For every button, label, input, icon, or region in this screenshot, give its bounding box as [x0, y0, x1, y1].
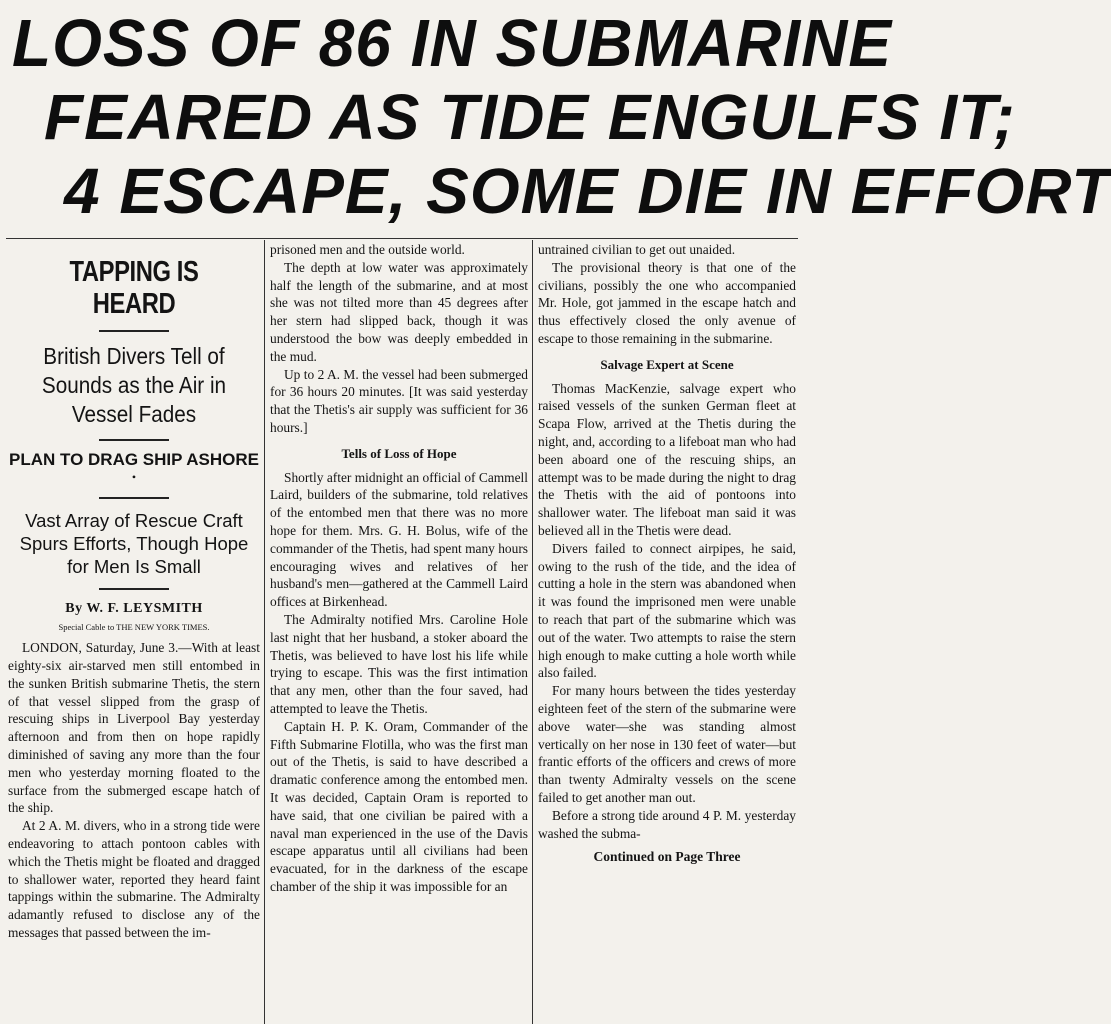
- column-rule-2: [532, 240, 533, 1024]
- paragraph: Before a strong tide around 4 P. M. yesterday washed the subma-: [538, 807, 796, 841]
- headline-line-2: FEARED AS TIDE ENGULFS IT;: [44, 81, 1016, 153]
- deck-rule: [99, 330, 169, 332]
- paragraph: The depth at low water was approximately half the length of the submarine, and at most she was not tilted more than 45 degrees after her stern had slipped back, though it was understood the bow was deeply embedded in the mud.: [270, 259, 528, 364]
- byline: By W. F. LEYSMITH: [65, 600, 203, 616]
- headline-divider: [6, 238, 798, 239]
- subhead-tells-of-loss-of-hope: Tells of Loss of Hope: [341, 445, 457, 461]
- deck-bullet: •: [131, 469, 137, 484]
- paragraph: For many hours between the tides yesterday eighteen feet of the stern of the submarine were above water—she was standing almost vertically on her nose in 130 feet of water—but frantic efforts of the officers and crews of more than twenty Admiralty vessels on the scene failed to get another man out.: [538, 683, 796, 805]
- headline: [0, 5, 1111, 228]
- paragraph: prisoned men and the outside world.: [270, 242, 465, 257]
- deck-tapping-is-heard: TAPPING IS HEARD: [69, 256, 199, 320]
- headline-line-3: 4 ESCAPE, SOME DIE IN EFFORT: [64, 155, 1111, 227]
- headline-line-1: LOSS OF 86 IN SUBMARINE: [12, 5, 892, 81]
- deck-rule: [99, 497, 169, 499]
- paragraph: Shortly after midnight an official of Cammell Laird, builders of the submarine, told relatives of the entombed men that there was no more hope for them. Mrs. G. H. Bolus, wife of the commander of the Thetis, had spent many hours encouraging wives and relatives of her husband's men—gathered at the Cammell Laird offices at Birkenhead.: [270, 469, 528, 610]
- column-3: [538, 241, 796, 866]
- paragraph: Thomas MacKenzie, salvage expert who raised vessels of the sunken German fleet at Scapa Flow, arrived at the Thetis during the night, and, according to a lifeboat man who had been aboard one of the rescuing ships, an attempt was to be made during the night to drag the Thetis with the aid of pontoons into shallower water. The lifeboat man said it was believed all in the Thetis were dead.: [538, 380, 796, 538]
- deck-rule: [99, 439, 169, 441]
- column-2: [270, 241, 528, 896]
- paragraph: Up to 2 A. M. the vessel had been submerged for 36 hours 20 minutes. [It was said yesterday that the Thetis's air supply was sufficient for 36 hours.]: [270, 366, 528, 435]
- paragraph: The Admiralty notified Mrs. Caroline Hole last night that her husband, a stoker aboard the Thetis, was believed to have lost his life while trying to escape. This was the first intimation that any men, other than the four saved, had attempted to leave the Thetis.: [270, 611, 528, 716]
- paragraph: Divers failed to connect airpipes, he said, owing to the rush of the tide, and the idea of cutting a hole in the stern was abandoned when it was found the imprisoned men were unable to reach that part of the submarine which was out of the water. Two attempts to raise the stern high enough to make cutting a hole worth while also failed.: [538, 540, 796, 681]
- deck-british-divers: British Divers Tell of Sounds as the Air in Vessel Fades: [41, 343, 227, 427]
- paragraph: At 2 A. M. divers, who in a strong tide were endeavoring to attach pontoon cables with which the Thetis might be floated and dragged to shallower water, reported they heard faint tappings within the submarine. The Admiralty adamantly refused to disclose any of the messages that passed between the im-: [8, 818, 260, 940]
- paragraph: Captain H. P. K. Oram, Commander of the Fifth Submarine Flotilla, who was the first man out of the Thetis, is said to have described a dramatic conference among the entombed men. It was decided, Captain Oram is reported to have said, that one civilian be paired with a naval man experienced in the use of the Davis escape apparatus until all civilians had been evacuated, for in the darkness of the escape chamber of the ship it was impossible for an: [270, 718, 528, 894]
- deck-rule: [99, 588, 169, 590]
- deck-plan-to-drag: PLAN TO DRAG SHIP ASHORE: [9, 450, 259, 469]
- paragraph: The provisional theory is that one of the civilians, possibly the one who accompanied Mr. Hole, got jammed in the escape hatch and thus effectively closed the only avenue of escape to those remaining in the submarine.: [538, 259, 796, 346]
- special-cable-credit: Special Cable to THE NEW YORK TIMES.: [58, 622, 210, 633]
- continued-on-page-three[interactable]: Continued on Page Three: [593, 849, 741, 865]
- subhead-salvage-expert: Salvage Expert at Scene: [600, 356, 734, 372]
- deck-vast-array: Vast Array of Rescue Craft Spurs Efforts, Though Hope for Men Is Small: [19, 509, 249, 577]
- column-rule-1: [264, 240, 265, 1024]
- paragraph: untrained civilian to get out unaided.: [538, 242, 736, 257]
- paragraph: LONDON, Saturday, June 3.—With at least eighty-six air-starved men still entombed in the sunken British submarine Thetis, the stern of that vessel slipped from the grasp of rescuing ships in Liverpool Bay yesterday afternoon and from then on hope rapidly diminished of saving any more than the four men who yesterday morning floated to the surface from the submerged escape hatch of the ship.: [8, 640, 260, 816]
- column-1: [8, 244, 260, 942]
